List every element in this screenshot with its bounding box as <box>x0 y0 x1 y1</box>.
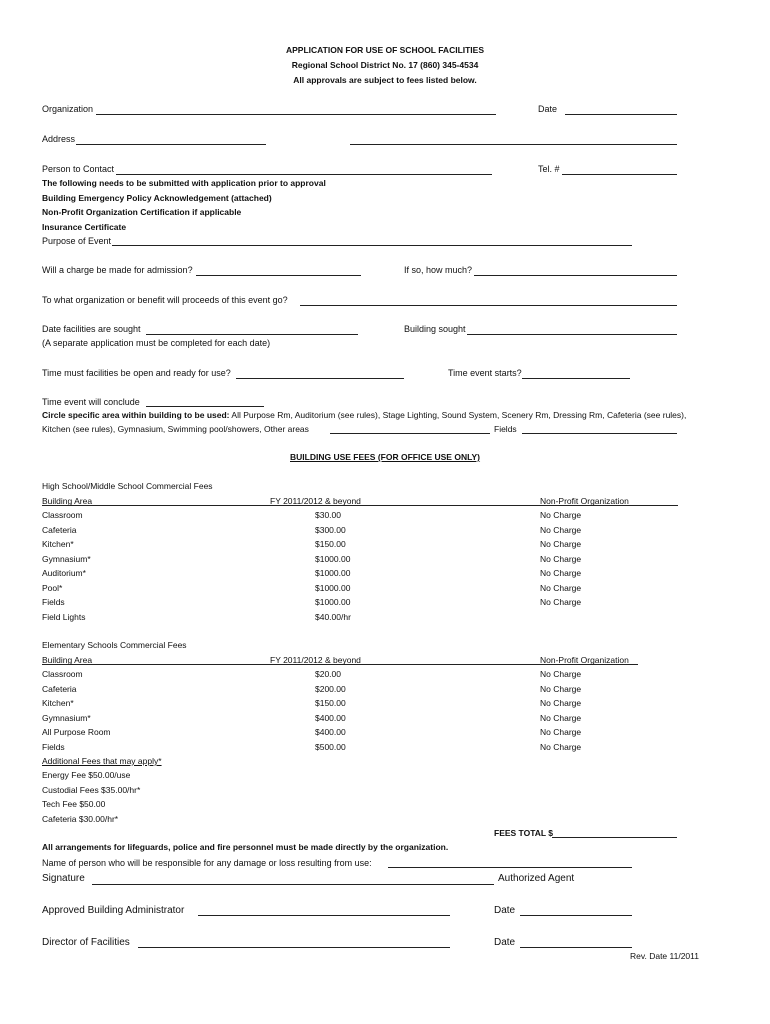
responsible-label: Name of person who will be responsible for any damage or loss resulting from use: <box>42 858 372 868</box>
date1-field[interactable] <box>520 915 632 916</box>
purpose-field[interactable] <box>112 245 632 246</box>
tel-field[interactable] <box>562 174 677 175</box>
additional-fee-item: Tech Fee $50.00 <box>42 799 106 809</box>
address-field[interactable] <box>76 144 266 145</box>
fee-nonprofit: No Charge <box>540 510 582 520</box>
elem-col-np: Non-Profit Organization <box>540 655 629 665</box>
form-title: APPLICATION FOR USE OF SCHOOL FACILITIES <box>285 45 485 55</box>
requirement-item: Non-Profit Organization Certification if applicable <box>42 207 242 217</box>
fee-area: Field Lights <box>42 611 86 622</box>
contact-field[interactable] <box>116 174 492 175</box>
fee-area: Pool* <box>42 582 63 593</box>
elem-col-fee: FY 2011/2012 & beyond <box>270 655 361 665</box>
charge-question: Will a charge be made for admission? <box>42 265 193 275</box>
arrangements-note: All arrangements for lifeguards, police and fire personnel must be made directly by the organization. <box>42 842 449 852</box>
circle-area-line2: Kitchen (see rules), Gymnasium, Swimming pool/showers, Other areas <box>42 424 309 434</box>
fees-heading: BUILDING USE FEES (FOR OFFICE USE ONLY) <box>290 452 481 462</box>
fee-area: Fields <box>42 741 65 752</box>
fee-area: Auditorium* <box>42 568 86 578</box>
dates-sought-field[interactable] <box>146 334 358 335</box>
requirement-item: Insurance Certificate <box>42 222 127 232</box>
fee-area: All Purpose Room <box>42 727 111 737</box>
approved-admin-label: Approved Building Administrator <box>42 905 185 916</box>
organization-field[interactable] <box>96 114 496 115</box>
fee-area: Classroom <box>42 510 83 520</box>
contact-label: Person to Contact <box>42 164 115 174</box>
how-much-field[interactable] <box>474 275 677 276</box>
requirement-item: Building Emergency Policy Acknowledgement (attached) <box>42 193 272 203</box>
fee-nonprofit: No Charge <box>540 568 582 578</box>
fee-amount: $1000.00 <box>315 553 351 564</box>
fee-amount: $150.00 <box>315 698 346 708</box>
fee-nonprofit: No Charge <box>540 539 582 549</box>
fields-label: Fields <box>494 424 517 434</box>
additional-fee-item: Cafeteria $30.00/hr* <box>42 813 119 824</box>
fee-nonprofit: No Charge <box>540 712 582 723</box>
fee-nonprofit: No Charge <box>540 698 582 708</box>
proceeds-question: To what organization or benefit will proceeds of this event go? <box>42 295 288 305</box>
fee-amount: $300.00 <box>315 524 346 535</box>
time-conclude-field[interactable] <box>146 406 264 407</box>
circle-area-bold: Circle specific area within building to be used: <box>42 410 230 420</box>
date-label: Date <box>538 104 558 114</box>
date2-label: Date <box>494 937 516 948</box>
fee-amount: $1000.00 <box>315 597 351 607</box>
fee-amount: $1000.00 <box>315 582 351 593</box>
responsible-field[interactable] <box>388 867 632 868</box>
fee-amount: $500.00 <box>315 741 346 752</box>
elem-title: Elementary Schools Commercial Fees <box>42 640 187 650</box>
fee-nonprofit: No Charge <box>540 669 582 679</box>
fee-amount: $400.00 <box>315 712 346 723</box>
date2-field[interactable] <box>520 947 632 948</box>
fee-amount: $400.00 <box>315 727 346 737</box>
additional-fee-item: Energy Fee $50.00/use <box>42 770 131 780</box>
authorized-agent-label: Authorized Agent <box>498 873 575 884</box>
circle-area-options: All Purpose Rm, Auditorium (see rules), Stage Lighting, Sound System, Scenery Rm, Dressing Rm, Cafeteria (see rules), <box>231 410 687 420</box>
date-field[interactable] <box>565 114 677 115</box>
additional-fee-item: Custodial Fees $35.00/hr* <box>42 784 141 795</box>
elem-header-rule <box>42 664 638 665</box>
requirements-intro: The following needs to be submitted with application prior to approval <box>42 178 326 188</box>
director-label: Director of Facilities <box>42 937 130 948</box>
time-start-field[interactable] <box>522 378 630 379</box>
time-open-label: Time must facilities be open and ready for use? <box>42 368 231 378</box>
time-open-field[interactable] <box>236 378 404 379</box>
signature-label: Signature <box>42 873 85 884</box>
fee-nonprofit: No Charge <box>540 741 582 752</box>
director-field[interactable] <box>138 947 450 948</box>
additional-title: Additional Fees that may apply* <box>42 756 162 766</box>
fee-amount: $30.00 <box>315 510 341 520</box>
fee-amount: $40.00/hr <box>315 611 351 622</box>
organization-label: Organization <box>42 104 94 114</box>
fee-amount: $150.00 <box>315 539 346 549</box>
fee-amount: $200.00 <box>315 683 346 694</box>
hs-col-fee: FY 2011/2012 & beyond <box>270 496 361 506</box>
fee-nonprofit: No Charge <box>540 727 582 737</box>
signature-field[interactable] <box>92 884 494 885</box>
fee-amount: $20.00 <box>315 669 341 679</box>
fee-area: Cafeteria <box>42 683 77 694</box>
fee-area: Fields <box>42 597 65 607</box>
how-much-label: If so, how much? <box>404 265 473 275</box>
dates-sought-label: Date facilities are sought <box>42 324 141 334</box>
separate-app-note: (A separate application must be completed for each date) <box>42 338 271 348</box>
other-areas-field[interactable] <box>330 433 490 434</box>
address-field-2[interactable] <box>350 144 677 145</box>
fee-nonprofit: No Charge <box>540 553 582 564</box>
proceeds-field[interactable] <box>300 305 677 306</box>
fee-nonprofit: No Charge <box>540 683 582 694</box>
circle-area-text <box>42 410 686 420</box>
fee-area: Kitchen* <box>42 698 74 708</box>
fee-area: Cafeteria <box>42 524 77 535</box>
fee-nonprofit: No Charge <box>540 597 582 607</box>
fields-field[interactable] <box>522 433 677 434</box>
fees-total-label: FEES TOTAL $ <box>494 828 554 838</box>
fee-area: Kitchen* <box>42 539 74 549</box>
fee-area: Gymnasium* <box>42 553 91 564</box>
time-conclude-label: Time event will conclude <box>42 397 140 407</box>
fees-total-field[interactable] <box>552 837 677 838</box>
building-sought-field[interactable] <box>467 334 677 335</box>
charge-field[interactable] <box>196 275 361 276</box>
district-info: Regional School District No. 17 (860) 345-4534 <box>291 60 479 70</box>
hs-col-area: Building Area <box>42 496 93 506</box>
building-sought-label: Building sought <box>404 324 466 334</box>
purpose-label: Purpose of Event <box>42 236 112 246</box>
tel-label: Tel. # <box>538 164 560 174</box>
approved-admin-field[interactable] <box>198 915 450 916</box>
hs-header-rule <box>42 505 678 506</box>
fee-amount: $1000.00 <box>315 568 351 578</box>
elem-col-area: Building Area <box>42 655 93 665</box>
fee-area: Classroom <box>42 669 83 679</box>
rev-date: Rev. Date 11/2011 <box>630 951 699 961</box>
fee-nonprofit: No Charge <box>540 582 582 593</box>
fee-nonprofit: No Charge <box>540 524 582 535</box>
fee-area: Gymnasium* <box>42 712 91 723</box>
address-label: Address <box>42 134 76 144</box>
date1-label: Date <box>494 905 516 916</box>
time-start-label: Time event starts? <box>448 368 522 378</box>
hs-col-np: Non-Profit Organization <box>540 496 629 506</box>
hs-title: High School/Middle School Commercial Fees <box>42 481 213 491</box>
approvals-note: All approvals are subject to fees listed below. <box>293 75 477 85</box>
